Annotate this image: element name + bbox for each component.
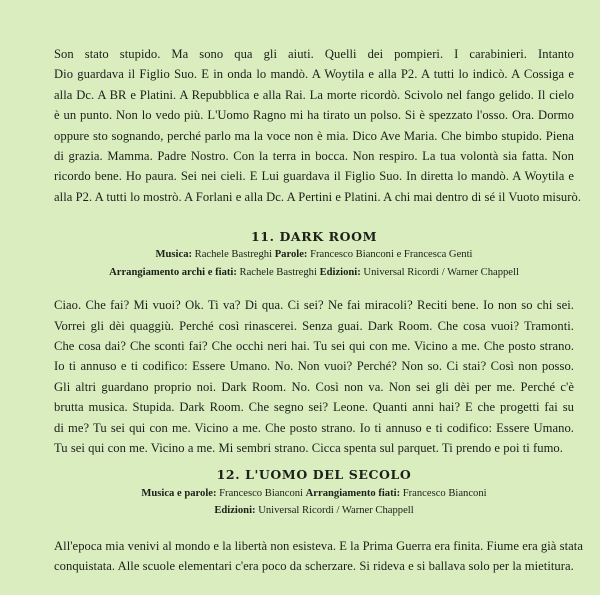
lyrics-line: Gli altri guardano proprio noi. Dark Room. No. Così non va. Non sei gli dèi per me. Perché c'è xyxy=(54,379,574,394)
credit-label: Musica e parole: xyxy=(141,487,217,499)
track-12-header xyxy=(54,465,574,520)
lyrics-line: oppure sto sognando, perché parlo ma la voce non è mia. Dico Ave Maria. Che bimbo stupido. Piena xyxy=(54,128,574,143)
lyrics-line: Io ti annuso e ti codifico: Essere Umano. No. Non vuoi? Perché? Non so. Ci stai? Così non posso. xyxy=(54,359,574,374)
lyrics-line: All'epoca mia venivi al mondo e la libertà non esisteva. E la Prima Guerra era finita. Fiume era già stata xyxy=(54,538,583,553)
lyrics-line: è un punto. Non lo vedo più. L'Uomo Ragno mi ha tirato un polso. Si è spezzato l'osso. Ora. Dormo xyxy=(54,108,574,123)
track-title: 11. DARK ROOM xyxy=(250,229,378,245)
credit-value: Francesco Bianconi e Francesca Genti xyxy=(307,249,473,261)
lyrics-line: di me? Tu sei qui con me. Vicino a me. Che posto strano. Io ti annuso e ti codifico: Essere Umano. xyxy=(54,420,574,435)
lyrics-line: Ciao. Che fai? Mi vuoi? Ok. Ti va? Di qua. Ci sei? Ne fai miracoli? Reciti bene. Io non so chi sei. xyxy=(54,298,574,313)
lyrics-line: brutta musica. Stupida. Dark Room. Che segno sei? Leone. Quanti anni hai? E che progetti fai su xyxy=(54,400,574,415)
lyrics-line: Che cosa dai? Che sconti fai? Che occhi neri hai. Tu sei qui con me. Vicino a me. Che posto strano. xyxy=(54,339,574,354)
credit-value: Rachele Bastreghi xyxy=(192,249,275,261)
track-credits-line xyxy=(54,502,574,520)
lyrics-line: alla P2. A tutti lo mostrò. A Forlani e alla Dc. A Pertini e Platini. A chi mai dentro di sé il Vuoto misurò. xyxy=(54,189,582,204)
lyrics-line: Dio guardava il Figlio Suo. E in onda lo mandò. A Woytila e alla P2. A tutti lo indicò. A Cossiga e xyxy=(54,67,574,82)
lyrics-line: alla Dc. A BR e Platini. A Repubblica e alla Rai. La morte ricordò. Scivolo nel fango gelido. Il cielo xyxy=(54,87,574,102)
lyrics-line: conquistata. Alle scuole elementari c'era poco da scherzare. Si rideva e si ballava solo per la mietitura. xyxy=(54,558,574,573)
credit-label: Musica: xyxy=(155,249,193,261)
track-11-header xyxy=(54,227,574,281)
lyrics-paragraph-3 xyxy=(54,536,583,577)
credit-value: Rachele Bastreghi xyxy=(236,266,320,278)
track-credits-line xyxy=(54,485,574,503)
lyrics-line: Vorrei gli dèi quaggiù. Perché così rinascerei. Senza guai. Dark Room. Che cosa vuoi? Tramonti. xyxy=(54,318,574,333)
credit-label: Edizioni: xyxy=(214,505,256,516)
track-title: 12. L'UOMO DEL SECOLO xyxy=(216,466,412,482)
lyrics-line: ricordo bene. Ho paura. Sei nei cieli. E Lui guardava il Figlio Suo. In diretta lo mandò. A Woytila e xyxy=(54,169,574,184)
lyrics-paragraph-1 xyxy=(54,44,582,207)
credit-value: Francesco Bianconi xyxy=(400,487,487,499)
track-credits-line xyxy=(54,264,574,282)
track-credits-line xyxy=(54,246,574,264)
credit-label: Edizioni: xyxy=(319,266,361,278)
credit-value: Universal Ricordi / Warner Chappell xyxy=(360,266,519,278)
lyrics-line: Son stato stupido. Ma sono qua gli aiuti. Quelli dei pompieri. I carabinieri. Intanto xyxy=(54,47,574,61)
lyrics-line: di grazia. Mamma. Padre Nostro. Con la terra in bocca. Non respiro. La tua volontà sia fatta. Non xyxy=(54,149,574,164)
credit-label: Parole: xyxy=(274,249,308,261)
credit-value: Francesco Bianconi xyxy=(216,487,306,499)
credit-value: Universal Ricordi / Warner Chappell xyxy=(255,505,414,516)
credit-label: Arrangiamento archi e fiati: xyxy=(109,266,237,278)
credit-label: Arrangiamento fiati: xyxy=(305,487,401,499)
lyrics-line: Tu sei qui con me. Vicino a me. Mi sembri strano. Cicca spenta sul parquet. Ti prendo e poi ti fumo. xyxy=(54,441,563,456)
lyrics-paragraph-2 xyxy=(54,295,574,458)
